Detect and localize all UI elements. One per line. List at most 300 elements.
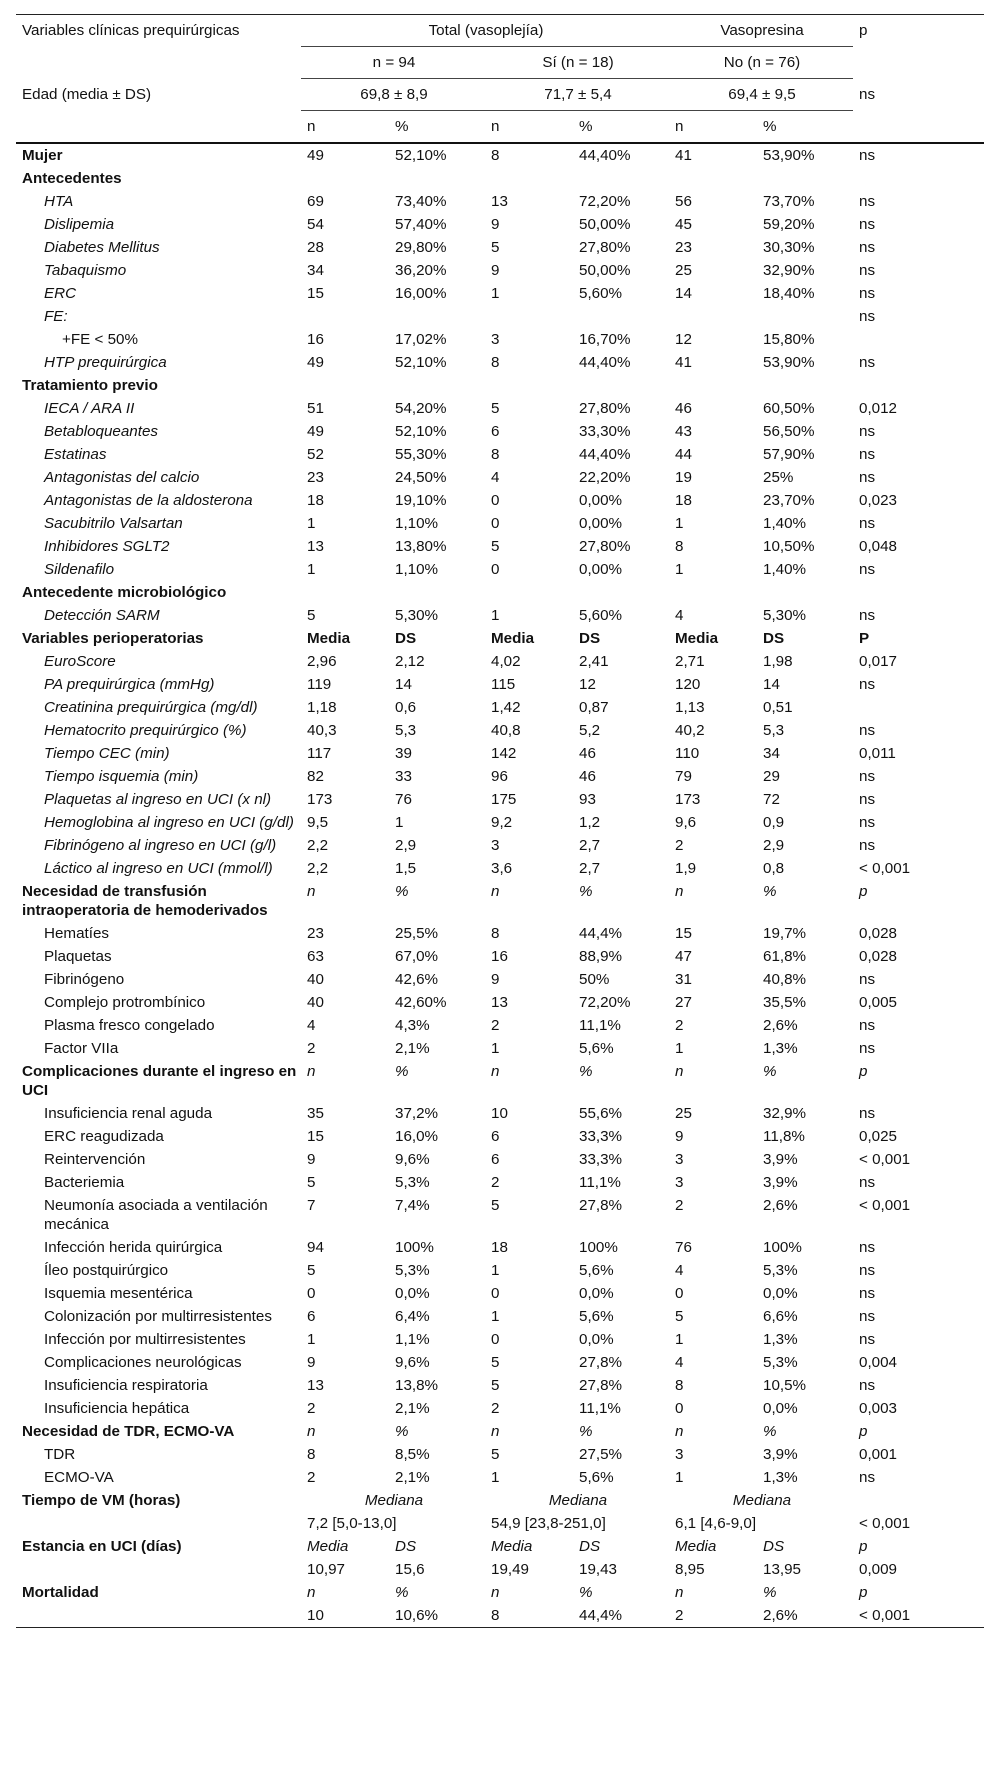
row-cell: 50,00% [579, 216, 631, 233]
row-cell: 3,6 [491, 860, 513, 877]
col-pct: % [579, 118, 593, 135]
vm-value-total: 7,2 [5,0-13,0] [307, 1515, 397, 1532]
row-cell: 1,10% [395, 561, 439, 578]
row-cell: 15 [675, 925, 692, 942]
row-cell: 29 [763, 768, 780, 785]
row-cell: 4,02 [491, 653, 521, 670]
col-n: n [307, 118, 316, 135]
table-row [16, 765, 984, 788]
table-row [16, 351, 984, 374]
row-cell: 6 [491, 423, 500, 440]
mort-head: n [307, 1584, 316, 1601]
row-cell: 0,048 [859, 538, 898, 555]
row-label: Láctico al ingreso en UCI (mmol/l) [44, 860, 273, 877]
row-cell: ns [859, 1377, 876, 1394]
row-cell: 7,4% [395, 1197, 430, 1214]
row-cell: 0,001 [859, 1446, 898, 1463]
mort-head: % [395, 1584, 409, 1601]
row-cell [485, 305, 573, 328]
vm-p: < 0,001 [859, 1515, 911, 1532]
row-cell: 76 [675, 1239, 692, 1256]
row-cell: 39 [395, 745, 412, 762]
row-label: Plaquetas [44, 948, 112, 965]
row-cell: 10,5% [763, 1377, 807, 1394]
row-cell: 10 [491, 1105, 508, 1122]
row-cell: 175 [491, 791, 517, 808]
row-label: Reintervención [44, 1151, 146, 1168]
row-cell: ns [859, 1331, 876, 1348]
row-cell: 0,003 [859, 1400, 898, 1417]
row-cell: 2,1% [395, 1040, 430, 1057]
col-pct: % [395, 118, 409, 135]
row-cell: 4,3% [395, 1017, 430, 1034]
header-vasopresina: Vasopresina [669, 15, 853, 47]
table-header [16, 15, 984, 144]
row-cell: ns [859, 561, 876, 578]
row-cell: 44,40% [579, 354, 631, 371]
row-label: IECA / ARA II [44, 400, 135, 417]
row-cell: 13 [307, 538, 324, 555]
header-n-no: No (n = 76) [669, 47, 853, 79]
row-cell: 1,2 [579, 814, 601, 831]
row-cell: 6,4% [395, 1308, 430, 1325]
row-cell: 16,00% [395, 285, 447, 302]
row-cell: 5,3% [395, 1262, 430, 1279]
row-cell: 2,71 [675, 653, 705, 670]
row-cell: < 0,001 [859, 1151, 911, 1168]
row-cell: 2,2 [307, 837, 329, 854]
row-cell: 67,0% [395, 948, 439, 965]
row-cell: 69 [307, 193, 324, 210]
row-cell: % [579, 1423, 593, 1440]
row-cell: 42,60% [395, 994, 447, 1011]
uci-value: 8,95 [675, 1561, 705, 1578]
table-row [16, 968, 984, 991]
row-cell: 25 [675, 262, 692, 279]
row-cell: ns [859, 446, 876, 463]
row-cell: 5,6% [579, 1308, 614, 1325]
row-cell: 44,4% [579, 925, 623, 942]
row-cell: 5,6% [579, 1040, 614, 1057]
row-cell: n [307, 1063, 316, 1080]
row-cell: 0 [491, 492, 500, 509]
row-cell: p [859, 1423, 868, 1440]
row-cell: 12 [675, 331, 692, 348]
row-cell: 4 [675, 1262, 684, 1279]
row-cell: 27 [675, 994, 692, 1011]
row-cell: 37,2% [395, 1105, 439, 1122]
row-cell: ns [859, 722, 876, 739]
row-cell: ns [859, 676, 876, 693]
row-cell: 2 [307, 1469, 316, 1486]
row-cell: < 0,001 [859, 1197, 911, 1214]
row-cell: 0,025 [859, 1128, 898, 1145]
row-cell: 13,8% [395, 1377, 439, 1394]
row-cell: 100% [763, 1239, 802, 1256]
row-cell: 0,87 [579, 699, 609, 716]
row-cell: 1 [395, 814, 404, 831]
table-row [16, 581, 984, 604]
uci-head: Media [675, 1538, 717, 1555]
row-cell: 9 [307, 1354, 316, 1371]
row-cell: 2 [491, 1400, 500, 1417]
table-row [16, 489, 984, 512]
row-cell: 40,8% [763, 971, 807, 988]
table-row [16, 535, 984, 558]
row-cell: 15 [307, 1128, 324, 1145]
table-row [16, 1259, 984, 1282]
row-cell: 32,9% [763, 1105, 807, 1122]
row-cell: 2,9 [395, 837, 417, 854]
row-cell: 33,3% [579, 1128, 623, 1145]
row-cell: ns [859, 1105, 876, 1122]
row-cell: 40 [307, 971, 324, 988]
row-cell: p [859, 1063, 868, 1080]
row-cell: 53,90% [763, 354, 815, 371]
vm-head-si: Mediana [548, 1492, 608, 1509]
row-label: Complicaciones neurológicas [44, 1354, 242, 1371]
row-cell: 2,1% [395, 1400, 430, 1417]
row-cell: ns [859, 285, 876, 302]
row-cell: 0,00% [579, 515, 623, 532]
row-cell: 46 [579, 768, 596, 785]
row-label: Insuficiencia respiratoria [44, 1377, 208, 1394]
row-cell: 0,0% [763, 1400, 798, 1417]
row-cell: 13 [307, 1377, 324, 1394]
row-cell: 2,96 [307, 653, 337, 670]
row-cell: 120 [675, 676, 701, 693]
table-row [16, 991, 984, 1014]
table-row [16, 1194, 984, 1236]
uci-value: 10,97 [307, 1561, 346, 1578]
row-cell: 9,6% [395, 1151, 430, 1168]
uci-value: 13,95 [763, 1561, 802, 1578]
row-label: EuroScore [44, 653, 116, 670]
row-cell: 8 [491, 354, 500, 371]
row-cell: ns [859, 423, 876, 440]
row-cell: 52,10% [389, 143, 485, 167]
row-label: Complicaciones durante el ingreso en UCI [22, 1063, 297, 1099]
row-cell: 82 [307, 768, 324, 785]
row-cell: 0 [491, 1285, 500, 1302]
row-cell: 27,80% [579, 239, 631, 256]
uci-head: DS [579, 1538, 601, 1555]
row-cell: 9 [491, 262, 500, 279]
row-label: Bacteriemia [44, 1174, 125, 1191]
row-cell: ns [859, 607, 876, 624]
row-cell: 0,6 [395, 699, 417, 716]
row-cell: 0,00% [579, 492, 623, 509]
row-cell: 2 [307, 1400, 316, 1417]
row-cell: DS [763, 630, 785, 647]
row-cell: 5,30% [395, 607, 439, 624]
row-cell: 33 [395, 768, 412, 785]
table-row [16, 742, 984, 765]
row-cell: 40 [307, 994, 324, 1011]
table-row [16, 213, 984, 236]
row-cell: 5 [491, 1197, 500, 1214]
row-cell: 25,5% [395, 925, 439, 942]
mort-value: 2 [669, 1604, 757, 1628]
table-body [16, 143, 984, 1489]
header-p: p [853, 15, 984, 47]
row-cell: 9 [307, 1151, 316, 1168]
row-cell: 18 [307, 492, 324, 509]
row-cell: 0 [675, 1400, 684, 1417]
row-cell: 1 [675, 1040, 684, 1057]
row-cell: 5 [491, 239, 500, 256]
row-cell: 49 [307, 423, 324, 440]
uci-value: 19,49 [491, 1561, 530, 1578]
table-row [16, 627, 984, 650]
table-row [16, 788, 984, 811]
row-cell: 2 [675, 1197, 684, 1214]
row-cell: 40,3 [307, 722, 337, 739]
table-row [16, 945, 984, 968]
row-label: Sacubitrilo Valsartan [44, 515, 183, 532]
row-cell: 29,80% [395, 239, 447, 256]
row-cell: 52,10% [395, 354, 447, 371]
row-cell: 96 [491, 768, 508, 785]
mort-head: % [579, 1584, 593, 1601]
row-cell: 1,13 [675, 699, 705, 716]
table-row [16, 1282, 984, 1305]
row-cell: 1,98 [763, 653, 793, 670]
row-cell: 3 [491, 331, 500, 348]
row-cell: 0,51 [763, 699, 793, 716]
table-row [16, 512, 984, 535]
row-cell: 16,0% [395, 1128, 439, 1145]
row-cell: 7 [307, 1197, 316, 1214]
row-cell: 10,50% [763, 538, 815, 555]
row-cell: 27,80% [579, 400, 631, 417]
row-cell [389, 305, 485, 328]
row-cell: 13,80% [395, 538, 447, 555]
row-cell: 27,5% [579, 1446, 623, 1463]
row-cell: 79 [675, 768, 692, 785]
row-cell: 0,00% [579, 561, 623, 578]
table-row [16, 420, 984, 443]
row-cell: 23,70% [763, 492, 815, 509]
row-cell: 52,10% [395, 423, 447, 440]
row-cell: p [859, 883, 868, 900]
table-row [16, 604, 984, 627]
row-cell: 119 [307, 676, 332, 693]
row-cell: 142 [491, 745, 517, 762]
row-cell: 23 [307, 469, 324, 486]
row-label: Antagonistas del calcio [44, 469, 200, 486]
row-cell: 8 [675, 1377, 684, 1394]
row-label: Plasma fresco congelado [44, 1017, 215, 1034]
row-cell: 9,6 [675, 814, 697, 831]
header-total: Total (vasoplejía) [301, 15, 669, 47]
row-cell: 5,3% [395, 1174, 430, 1191]
row-cell: 40,2 [675, 722, 705, 739]
uci-value: 19,43 [579, 1561, 618, 1578]
row-cell: 73,40% [395, 193, 447, 210]
row-cell [301, 305, 389, 328]
row-cell: 94 [307, 1239, 324, 1256]
row-label: HTP prequirúrgica [44, 354, 167, 371]
uci-label: Estancia en UCI (días) [22, 1538, 182, 1555]
row-cell: 0,017 [859, 653, 898, 670]
row-cell: 173 [307, 791, 333, 808]
row-label: Infección herida quirúrgica [44, 1239, 223, 1256]
row-cell: 5,3 [395, 722, 417, 739]
row-cell: 5 [491, 1446, 500, 1463]
row-cell: 1,40% [763, 561, 807, 578]
row-cell: 93 [579, 791, 596, 808]
row-cell: 0,004 [859, 1354, 898, 1371]
row-cell: 49 [301, 143, 389, 167]
row-cell: 5,30% [763, 607, 807, 624]
row-cell: 46 [579, 745, 596, 762]
row-cell: 8 [485, 143, 573, 167]
row-cell: 3 [675, 1174, 684, 1191]
row-cell: 88,9% [579, 948, 623, 965]
row-cell: 76 [395, 791, 412, 808]
row-cell: 25 [675, 1105, 692, 1122]
col-pct: % [763, 118, 777, 135]
row-cell: 8 [675, 538, 684, 555]
row-cell: 5,2 [579, 722, 601, 739]
row-cell: % [395, 883, 409, 900]
table-row [16, 673, 984, 696]
row-cell [669, 305, 757, 328]
row-label: Necesidad de transfusión intraoperatoria de hemoderivados [22, 883, 268, 919]
row-cell: 4 [675, 1354, 684, 1371]
row-cell: 5 [491, 400, 500, 417]
row-cell: < 0,001 [859, 860, 911, 877]
row-label: ERC reagudizada [44, 1128, 164, 1145]
row-label: PA prequirúrgica (mmHg) [44, 676, 215, 693]
row-cell: 0,028 [859, 948, 898, 965]
row-label: Isquemia mesentérica [44, 1285, 193, 1302]
row-cell: 13 [491, 193, 508, 210]
table-row [16, 443, 984, 466]
row-cell: 56,50% [763, 423, 815, 440]
row-cell: 0 [491, 1331, 500, 1348]
row-cell: 16 [491, 948, 508, 965]
row-cell: DS [579, 630, 601, 647]
row-cell: 1 [675, 515, 684, 532]
row-cell: 54 [307, 216, 324, 233]
row-cell: 56 [675, 193, 692, 210]
table-row [16, 857, 984, 880]
row-label: Antecedentes [22, 170, 122, 187]
row-cell: 3,9% [763, 1174, 798, 1191]
row-cell: 4 [307, 1017, 316, 1034]
row-cell: 0,023 [859, 492, 898, 509]
row-cell: 1 [307, 515, 316, 532]
row-cell: 44,40% [579, 446, 631, 463]
mort-head: p [859, 1584, 868, 1601]
results-table [16, 14, 984, 1628]
row-cell: 63 [307, 948, 324, 965]
vm-value-si: 54,9 [23,8-251,0] [491, 1515, 606, 1532]
row-label: ERC [44, 285, 77, 302]
row-cell: 8 [307, 1446, 316, 1463]
row-cell: 72,20% [579, 994, 631, 1011]
mort-value: 44,4% [573, 1604, 669, 1628]
row-cell: ns [859, 837, 876, 854]
row-cell: 19,7% [763, 925, 807, 942]
row-label: Tabaquismo [44, 262, 127, 279]
row-cell: 2 [491, 1174, 500, 1191]
row-cell: 2,7 [579, 860, 601, 877]
table-row [16, 1148, 984, 1171]
row-cell: 2,12 [395, 653, 425, 670]
row-cell: 23 [307, 925, 324, 942]
row-cell: ns [859, 469, 876, 486]
row-cell: 1 [675, 1331, 684, 1348]
table-row [16, 880, 984, 922]
row-cell: 3,9% [763, 1446, 798, 1463]
row-cell: 73,70% [763, 193, 815, 210]
row-cell: 1 [491, 607, 500, 624]
age-si: 71,7 ± 5,4 [485, 79, 669, 111]
row-cell: 57,40% [395, 216, 447, 233]
row-cell: 14 [395, 676, 412, 693]
row-cell: 1,3% [763, 1469, 798, 1486]
row-cell: 0,028 [859, 925, 898, 942]
row-cell: 100% [579, 1239, 618, 1256]
table-row [16, 466, 984, 489]
mort-value: 10 [301, 1604, 389, 1628]
row-cell: 5 [491, 1354, 500, 1371]
row-cell: ns [859, 791, 876, 808]
row-cell: ns [859, 814, 876, 831]
row-cell: 115 [491, 676, 516, 693]
row-cell: 6 [491, 1151, 500, 1168]
row-cell: n [675, 1063, 684, 1080]
row-cell: 23 [675, 239, 692, 256]
row-cell [853, 696, 984, 719]
row-cell: ns [859, 1017, 876, 1034]
vm-label: Tiempo de VM (horas) [22, 1492, 181, 1509]
row-cell: 54,20% [395, 400, 447, 417]
table-row [16, 1328, 984, 1351]
row-cell: 0,005 [859, 994, 898, 1011]
row-cell: 173 [675, 791, 701, 808]
row-cell: ns [859, 1262, 876, 1279]
age-total: 69,8 ± 8,9 [301, 79, 485, 111]
row-cell: 1,18 [307, 699, 337, 716]
table-row [16, 834, 984, 857]
row-cell: % [579, 883, 593, 900]
table-row [16, 1443, 984, 1466]
row-label: Estatinas [44, 446, 107, 463]
row-cell: 1 [491, 285, 500, 302]
row-cell: ns [859, 193, 876, 210]
row-cell: 1,1% [395, 1331, 430, 1348]
row-cell: Media [307, 630, 351, 647]
row-cell: 59,20% [763, 216, 815, 233]
row-cell: 0,0% [395, 1285, 430, 1302]
row-cell: % [395, 1423, 409, 1440]
row-label: Creatinina prequirúrgica (mg/dl) [44, 699, 258, 716]
row-cell: 0 [491, 561, 500, 578]
row-label: Factor VIIa [44, 1040, 119, 1057]
table-row [16, 696, 984, 719]
row-label: Antagonistas de la aldosterona [44, 492, 253, 509]
row-cell: % [763, 1063, 777, 1080]
uci-value: 0,009 [859, 1561, 898, 1578]
row-cell: 57,90% [763, 446, 815, 463]
row-cell: 2,6% [763, 1017, 798, 1034]
row-cell: 47 [675, 948, 692, 965]
row-cell: 19 [675, 469, 692, 486]
